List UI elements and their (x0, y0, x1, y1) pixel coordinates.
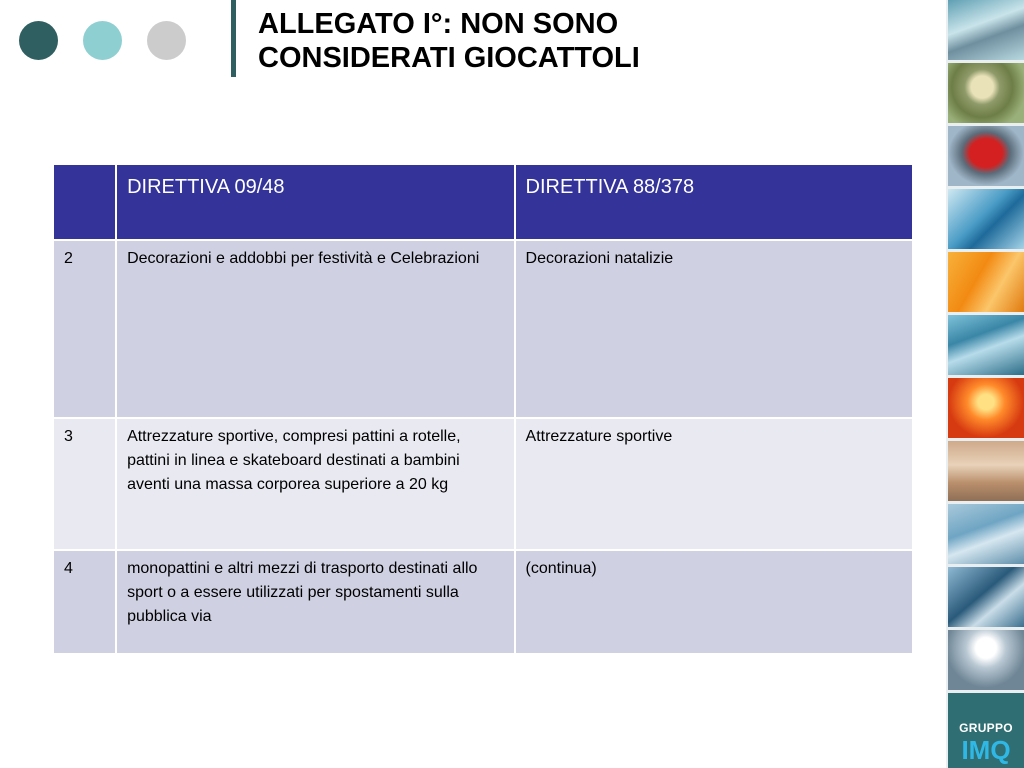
photo-strip (946, 0, 1024, 768)
table-row (53, 550, 913, 654)
brand-logo (948, 693, 1024, 768)
photo-tile (948, 504, 1024, 564)
photo-tile (948, 441, 1024, 501)
header-cell-directive-09-48: DIRETTIVA 09/48 (116, 164, 514, 240)
dot-gray (147, 21, 186, 60)
photo-tile (948, 189, 1024, 249)
photo-tile (948, 315, 1024, 375)
dot-dark-teal (19, 21, 58, 60)
row-number: 2 (53, 240, 116, 418)
photo-tile (948, 378, 1024, 438)
brand-group-label: GRUPPO (959, 721, 1013, 735)
brand-logo-text: IMQ (961, 735, 1011, 765)
header-cell-directive-88-378: DIRETTIVA 88/378 (515, 164, 913, 240)
table-row (53, 418, 913, 550)
header-cell-index (53, 164, 116, 240)
photo-tile (948, 630, 1024, 690)
title-divider (231, 0, 236, 77)
cell-directive-88-378: (continua) (515, 550, 913, 654)
row-number: 3 (53, 418, 116, 550)
photo-tile (948, 0, 1024, 60)
photo-tile (948, 252, 1024, 312)
slide-title: ALLEGATO I°: NON SONO CONSIDERATI GIOCATTOLI (258, 8, 640, 74)
cell-directive-09-48: monopattini e altri mezzi di trasporto destinati allo sport o a essere utilizzati per spostamenti sulla pubblica via (116, 550, 514, 654)
row-number: 4 (53, 550, 116, 654)
photo-tile (948, 567, 1024, 627)
table-header-row (53, 164, 913, 240)
photo-tile (948, 63, 1024, 123)
dot-light-teal (83, 21, 122, 60)
cell-directive-09-48: Attrezzature sportive, compresi pattini a rotelle, pattini in linea e skateboard destinati a bambini aventi una massa corporea superiore a 20 kg (116, 418, 514, 550)
cell-directive-88-378: Decorazioni natalizie (515, 240, 913, 418)
cell-directive-88-378: Attrezzature sportive (515, 418, 913, 550)
comparison-table (52, 163, 914, 655)
table-row (53, 240, 913, 418)
cell-directive-09-48: Decorazioni e addobbi per festività e Celebrazioni (116, 240, 514, 418)
photo-tile (948, 126, 1024, 186)
